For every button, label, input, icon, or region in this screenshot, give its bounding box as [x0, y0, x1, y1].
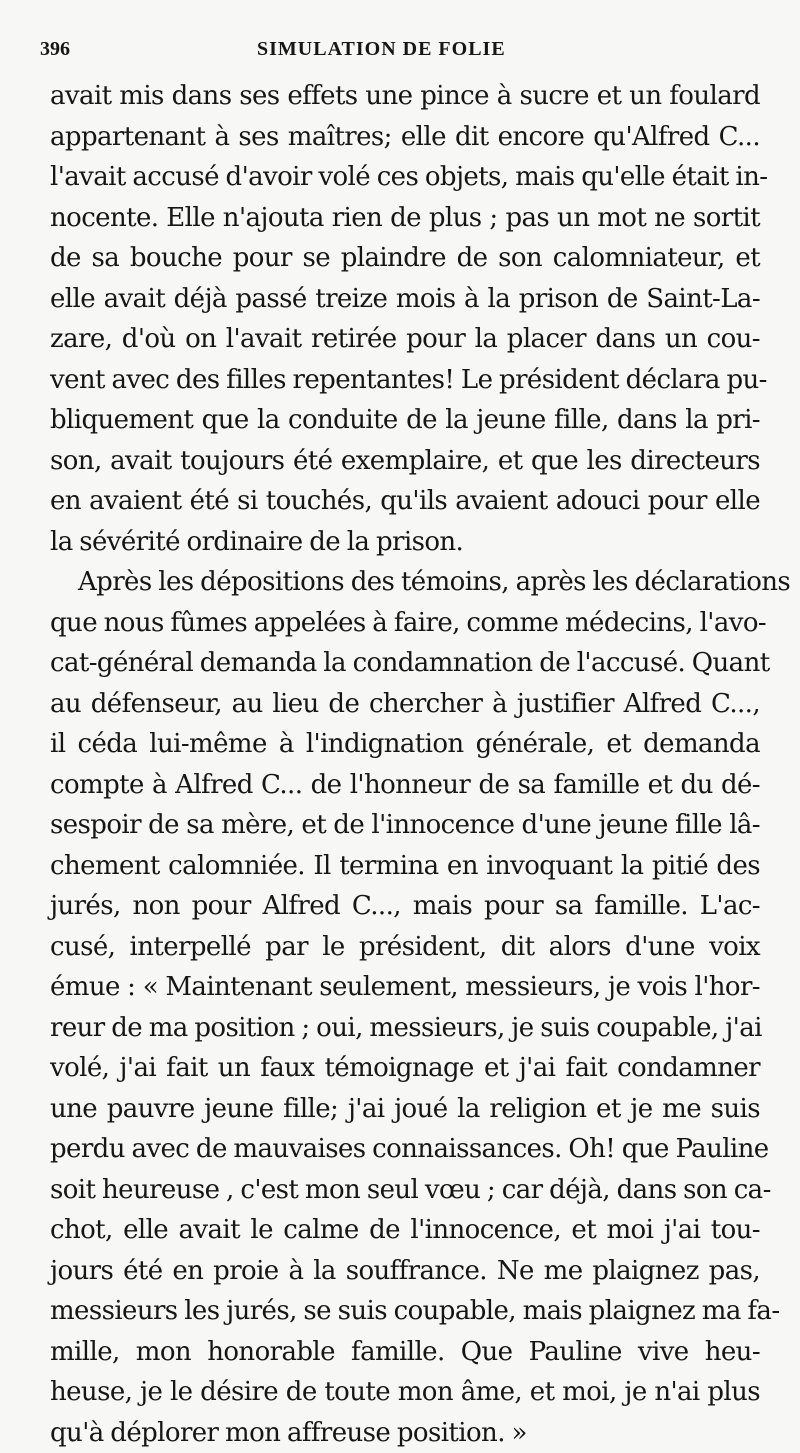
text-line: de sa bouche pour se plaindre de son calomniateur, et [50, 238, 760, 279]
text-line: chot, elle avait le calme de l'innocence, et moi j'ai tou- [50, 1210, 760, 1251]
text-line: heuse, je le désire de toute mon âme, et moi, je n'ai plus [50, 1372, 760, 1413]
text-line: appartenant à ses maîtres; elle dit encore qu'Alfred C... [50, 117, 760, 158]
text-line: mille, mon honorable famille. Que Pauline vive heu- [50, 1332, 760, 1373]
text-line: perdu avec de mauvaises connaissances. Oh! que Pauline [50, 1129, 760, 1170]
page-number: 396 [40, 38, 70, 61]
text-line: avait mis dans ses effets une pince à sucre et un foulard [50, 76, 760, 117]
text-line: vent avec des filles repentantes! Le président déclara pu- [50, 360, 760, 401]
text-line: que nous fûmes appelées à faire, comme médecins, l'avo- [50, 603, 760, 644]
text-line: sespoir de sa mère, et de l'innocence d'une jeune fille lâ- [50, 805, 760, 846]
paragraph-end-line: la sévérité ordinaire de la prison. [50, 522, 760, 563]
text-line: soit heureuse , c'est mon seul vœu ; car déjà, dans son ca- [50, 1170, 760, 1211]
text-line: elle avait déjà passé treize mois à la prison de Saint-La- [50, 279, 760, 320]
text-line: l'avait accusé d'avoir volé ces objets, mais qu'elle était in- [50, 157, 760, 198]
text-line: volé, j'ai fait un faux témoignage et j'ai fait condamner [50, 1048, 760, 1089]
paragraph-start-line: Après les dépositions des témoins, après les déclarations [50, 562, 760, 603]
text-line: au défenseur, au lieu de chercher à justifier Alfred C..., [50, 684, 760, 725]
paragraph-end-line: qu'à déplorer mon affreuse position. » [50, 1413, 760, 1453]
text-line: nocente. Elle n'ajouta rien de plus ; pas un mot ne sortit [50, 198, 760, 239]
page-header [40, 38, 760, 72]
text-line: cusé, interpellé par le président, dit alors d'une voix [50, 927, 760, 968]
text-line: compte à Alfred C... de l'honneur de sa famille et du dé- [50, 765, 760, 806]
body-text [50, 76, 760, 1453]
text-line: il céda lui-même à l'indignation générale, et demanda [50, 724, 760, 765]
text-line: une pauvre jeune fille; j'ai joué la religion et je me suis [50, 1089, 760, 1130]
text-line: émue : « Maintenant seulement, messieurs, je vois l'hor- [50, 967, 760, 1008]
text-line: zare, d'où on l'avait retirée pour la placer dans un cou- [50, 319, 760, 360]
running-title: SIMULATION DE FOLIE [257, 38, 506, 61]
text-line: en avaient été si touchés, qu'ils avaient adouci pour elle [50, 481, 760, 522]
text-line: jours été en proie à la souffrance. Ne me plaignez pas, [50, 1251, 760, 1292]
text-line: jurés, non pour Alfred C..., mais pour sa famille. L'ac- [50, 886, 760, 927]
text-line: son, avait toujours été exemplaire, et que les directeurs [50, 441, 760, 482]
text-line: chement calomniée. Il termina en invoquant la pitié des [50, 846, 760, 887]
text-line: reur de ma position ; oui, messieurs, je suis coupable, j'ai [50, 1008, 760, 1049]
text-line: bliquement que la conduite de la jeune fille, dans la pri- [50, 400, 760, 441]
text-line: cat-général demanda la condamnation de l'accusé. Quant [50, 643, 760, 684]
text-line: messieurs les jurés, se suis coupable, mais plaignez ma fa- [50, 1291, 760, 1332]
